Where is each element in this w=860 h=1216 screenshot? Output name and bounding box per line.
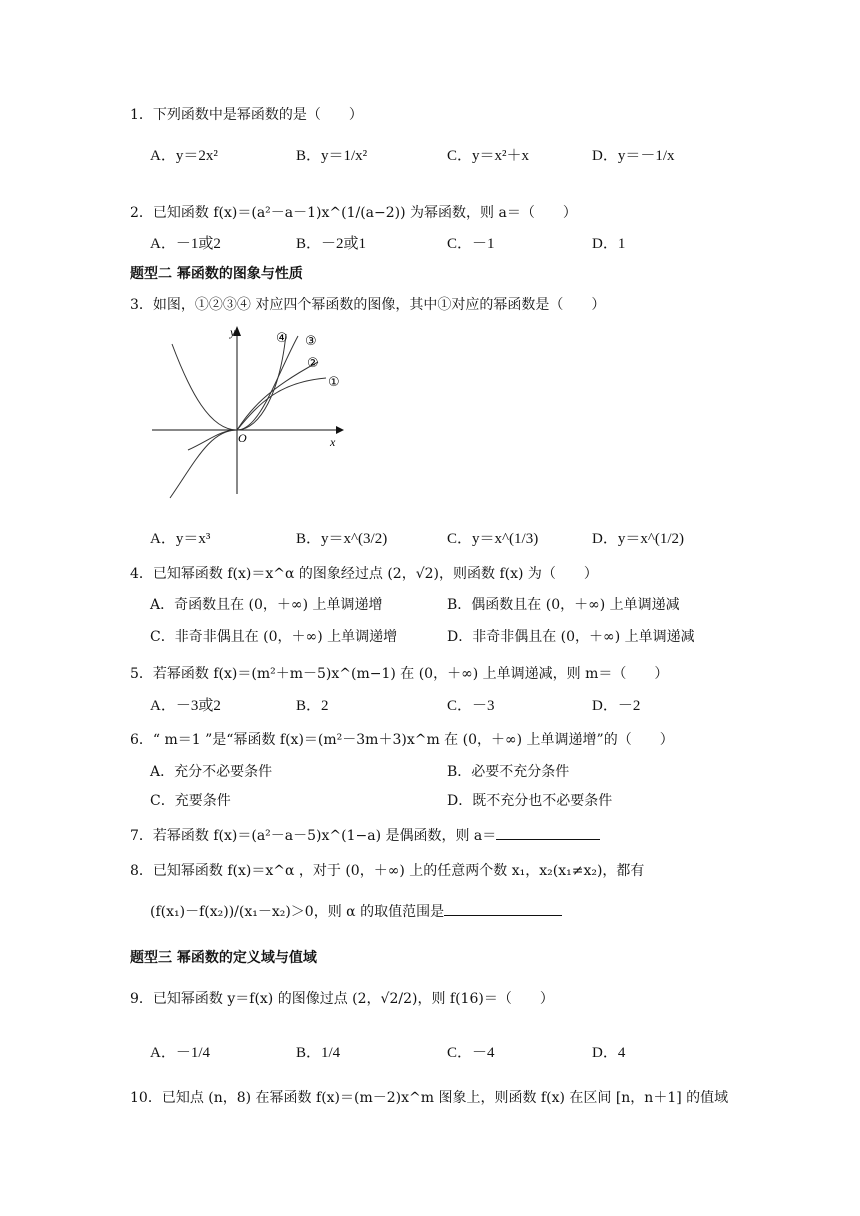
question-3-stem: 3．如图，①②③④ 对应四个幂函数的图像，其中①对应的幂函数是（ ）: [130, 297, 606, 313]
q4-option-c: C．非奇非偶且在 (0，＋∞) 上单调递增: [150, 629, 398, 645]
q9-option-d: D．4: [592, 1045, 626, 1061]
q5-option-a: A．－3或2: [150, 698, 221, 714]
question-7-stem: [130, 825, 600, 846]
section-heading-2: 题型二 幂函数的图象与性质: [130, 266, 303, 282]
section-heading-3: 题型三 幂函数的定义域与值域: [130, 950, 317, 966]
y-axis-label: y: [230, 325, 236, 339]
origin-label: O: [238, 431, 247, 445]
question-9-stem: 9．已知幂函数 y＝f(x) 的图像过点 (2，√2/2)，则 f(16)＝（ ）: [130, 991, 554, 1007]
q4-option-d: D．非奇非偶且在 (0，＋∞) 上单调递减: [447, 629, 695, 645]
question-1-stem: 1．下列函数中是幂函数的是（ ）: [130, 107, 363, 123]
question-2-stem: 2．已知函数 f(x)＝(a²－a－1)x^(1/(a−2)) 为幂函数，则 a＝（ ）: [130, 205, 577, 221]
curve-1-label: ①: [328, 375, 340, 390]
q7-answer-blank[interactable]: [496, 825, 600, 840]
q1-option-b: B．y＝1/x²: [296, 148, 368, 164]
question-4-stem: 4．已知幂函数 f(x)＝x^α 的图象经过点 (2，√2)，则函数 f(x) 为（ ）: [130, 566, 598, 582]
q2-option-d: D．1: [592, 236, 626, 252]
q6-option-d: D．既不充分也不必要条件: [447, 793, 613, 809]
q7-text: 7．若幂函数 f(x)＝(a²－a－5)x^(1−a) 是偶函数，则 a＝: [130, 828, 497, 844]
q6-option-b: B．必要不充分条件: [447, 764, 570, 780]
question-6-stem: 6．“ m＝1 ”是“幂函数 f(x)＝(m²－3m＋3)x^m 在 (0，＋∞) 上单调递增”的（ ）: [130, 732, 674, 748]
curve-2-label: ②: [307, 356, 319, 371]
q8-answer-blank[interactable]: [444, 901, 562, 916]
curve-3: [170, 336, 298, 498]
x-axis-arrow: [336, 426, 344, 434]
q3-option-b: B．y＝x^(3/2): [296, 531, 388, 547]
question-10-stem: 10．已知点 (n，8) 在幂函数 f(x)＝(m－2)x^m 图象上，则函数 f(x) 在区间 [n，n＋1] 的值域: [130, 1090, 729, 1106]
q5-option-b: B．2: [296, 698, 329, 714]
power-function-graph: [150, 322, 350, 502]
q3-option-a: A．y＝x³: [150, 531, 211, 547]
q2-option-b: B．－2或1: [296, 236, 367, 252]
q3-option-d: D．y＝x^(1/2): [592, 531, 685, 547]
q3-option-c: C．y＝x^(1/3): [447, 531, 539, 547]
q2-option-a: A．－1或2: [150, 236, 221, 252]
question-5-stem: 5．若幂函数 f(x)＝(m²＋m－5)x^(m−1) 在 (0，＋∞) 上单调递减，则 m＝（ ）: [130, 666, 669, 682]
q1-option-a: A．y＝2x²: [150, 148, 218, 164]
q5-option-d: D．－2: [592, 698, 641, 714]
question-8-stem: 8．已知幂函数 f(x)＝x^α ，对于 (0，＋∞) 上的任意两个数 x₁，x₂(x₁≠x₂)，都有: [130, 863, 645, 879]
curve-4: [172, 334, 286, 430]
q4-option-b: B．偶函数且在 (0，＋∞) 上单调递减: [447, 597, 680, 613]
q4-option-a: A．奇函数且在 (0，＋∞) 上单调递增: [150, 597, 383, 613]
q1-option-c: C．y＝x²＋x: [447, 148, 530, 164]
question-8-condition: [150, 901, 562, 922]
curve-2: [237, 362, 318, 430]
q6-option-c: C．充要条件: [150, 793, 231, 809]
q8-condition-text: (f(x₁)－f(x₂))/(x₁－x₂)＞0，则 α 的取值范围是: [150, 904, 445, 920]
q9-option-b: B．1/4: [296, 1045, 341, 1061]
x-axis-label: x: [330, 435, 336, 449]
q9-option-c: C．－4: [447, 1045, 495, 1061]
curve-4-label: ④: [276, 331, 288, 346]
q1-option-d: D．y＝－1/x: [592, 148, 675, 164]
curve-3-label: ③: [305, 334, 317, 349]
q6-option-a: A．充分不必要条件: [150, 764, 273, 780]
q5-option-c: C．－3: [447, 698, 495, 714]
q2-option-c: C．－1: [447, 236, 495, 252]
q9-option-a: A．－1/4: [150, 1045, 211, 1061]
